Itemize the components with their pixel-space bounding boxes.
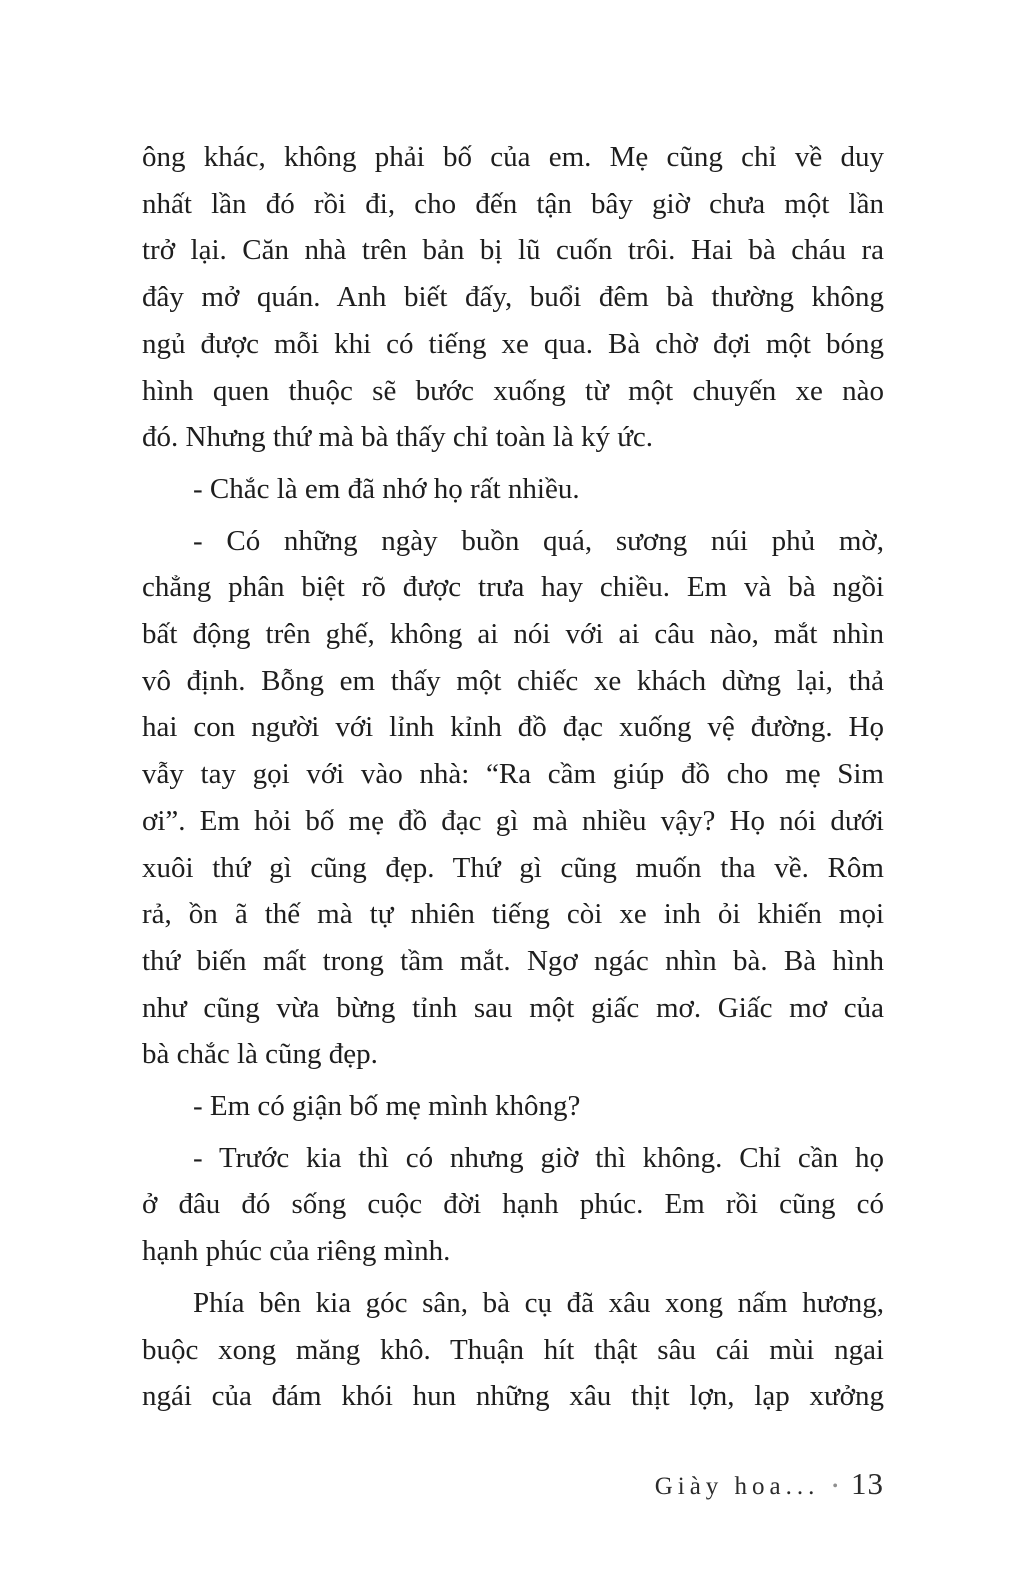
footer-book-title: Giày hoa... bbox=[654, 1473, 820, 1500]
text-line: nhất lần đó rồi đi, cho đến tận bây giờ chưa một lần bbox=[142, 187, 884, 220]
text-line: thứ biến mất trong tầm mắt. Ngơ ngác nhìn bà. Bà hình bbox=[142, 944, 884, 977]
text-line: - Em có giận bố mẹ mình không? bbox=[193, 1090, 581, 1123]
text-line: như cũng vừa bừng tỉnh sau một giấc mơ. Giấc mơ của bbox=[142, 991, 884, 1024]
paragraph bbox=[142, 1135, 884, 1275]
text-line: vẫy tay gọi với vào nhà: “Ra cầm giúp đồ cho mẹ Sim bbox=[142, 758, 884, 791]
paragraph bbox=[142, 134, 884, 461]
text-line: chẳng phân biệt rõ được trưa hay chiều. Em và bà ngồi bbox=[142, 571, 884, 604]
text-line: bất động trên ghế, không ai nói với ai câu nào, mắt nhìn bbox=[142, 618, 884, 651]
text-line: ở đâu đó sống cuộc đời hạnh phúc. Em rồi cũng có bbox=[142, 1188, 884, 1221]
text-line: rả, ồn ã thế mà tự nhiên tiếng còi xe inh ỏi khiến mọi bbox=[142, 898, 884, 931]
page-footer bbox=[655, 1466, 884, 1502]
footer-page-number: 13 bbox=[851, 1466, 884, 1501]
text-line: Phía bên kia góc sân, bà cụ đã xâu xong nấm hương, bbox=[193, 1286, 884, 1319]
text-line: hình quen thuộc sẽ bước xuống từ một chuyến xe nào bbox=[142, 374, 884, 407]
text-line: xuôi thứ gì cũng đẹp. Thứ gì cũng muốn tha về. Rôm bbox=[142, 851, 884, 884]
footer-separator-bullet: • bbox=[832, 1478, 838, 1495]
text-line: đó. Nhưng thứ mà bà thấy chỉ toàn là ký ức. bbox=[142, 421, 654, 454]
text-line: ông khác, không phải bố của em. Mẹ cũng chỉ về duy bbox=[142, 141, 884, 173]
text-line: hai con người với lỉnh kỉnh đồ đạc xuống vệ đường. Họ bbox=[142, 711, 884, 744]
paragraph bbox=[142, 1280, 884, 1420]
text-line: trở lại. Căn nhà trên bản bị lũ cuốn trôi. Hai bà cháu ra bbox=[142, 234, 884, 267]
paragraph bbox=[142, 466, 884, 513]
paragraph bbox=[142, 1083, 884, 1130]
text-line: buộc xong măng khô. Thuận hít thật sâu cái mùi ngai bbox=[142, 1333, 884, 1366]
text-line: đây mở quán. Anh biết đấy, buổi đêm bà thường không bbox=[142, 281, 884, 314]
text-line: - Trước kia thì có nhưng giờ thì không. Chỉ cần họ bbox=[193, 1141, 884, 1174]
text-line: bà chắc là cũng đẹp. bbox=[142, 1038, 378, 1071]
text-line: - Chắc là em đã nhớ họ rất nhiều. bbox=[193, 472, 580, 505]
text-line: ơi”. Em hỏi bố mẹ đồ đạc gì mà nhiều vậy? Họ nói dưới bbox=[142, 804, 884, 837]
paragraph bbox=[142, 518, 884, 1078]
text-line: hạnh phúc của riêng mình. bbox=[142, 1235, 451, 1268]
text-line: ngái của đám khói hun những xâu thịt lợn, lạp xưởng bbox=[142, 1380, 884, 1413]
text-line: ngủ được mỗi khi có tiếng xe qua. Bà chờ đợi một bóng bbox=[142, 327, 884, 360]
page-body-text bbox=[142, 134, 884, 1420]
text-line: vô định. Bỗng em thấy một chiếc xe khách dừng lại, thả bbox=[142, 664, 884, 697]
text-line: - Có những ngày buồn quá, sương núi phủ mờ, bbox=[193, 524, 884, 557]
